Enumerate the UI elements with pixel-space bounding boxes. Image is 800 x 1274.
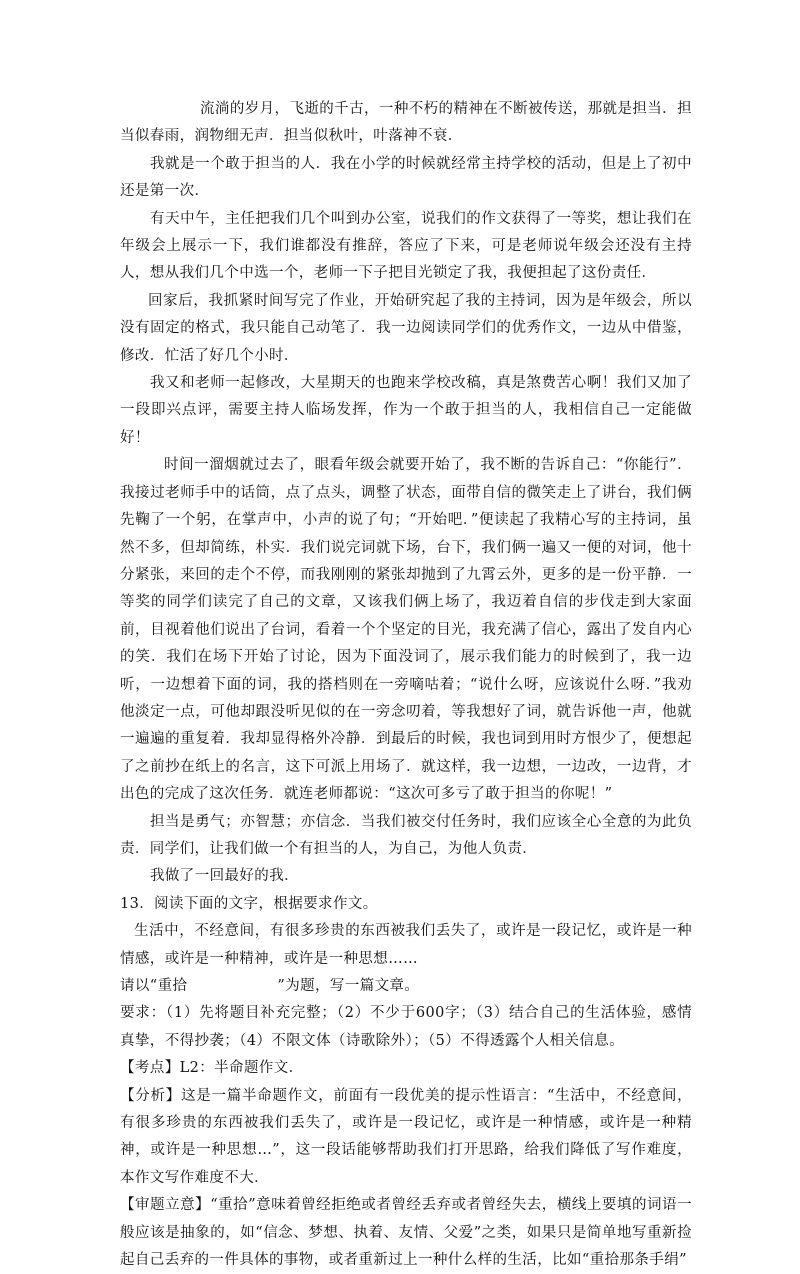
question-title-line [120, 973, 692, 1000]
essay-paragraph-3: 有天中午，主任把我们几个叫到办公室，说我们的作文获得了一等奖，想让我们在年级会上展示一下，我们谁都没有推辞，答应了下来，可是老师说年级会还没有主持人，想从我们几个中选一个，老师一下子把目光锁定了我，我便担起了这份责任． [120, 210, 692, 282]
essay-paragraph-4: 回家后，我抓紧时间写完了作业，开始研究起了我的主持词，因为是年级会，所以没有固定的格式，我只能自己动笔了．我一边阅读同学们的优秀作文，一边从中借鉴，修改．忙活了好几个小时． [120, 292, 692, 364]
essay-paragraph-1: 流淌的岁月，飞逝的千古，一种不朽的精神在不断被传送，那就是担当．担当似春雨，润物细无声．担当似秋叶，叶落神不衰． [120, 101, 692, 145]
essay-paragraph-5: 我又和老师一起修改，大星期天的也跑来学校改稿，真是煞费苦心啊！我们又加了一段即兴点评，需要主持人临场发挥，作为一个敢于担当的人，我相信自己一定能做好！ [120, 375, 692, 446]
title-suffix: ”为题，写一篇文章。 [277, 978, 420, 994]
essay-paragraph-6: 时间一溜烟就过去了，眼看年级会就要开始了，我不断的告诉自己：“你能行”．我接过老师手中的话筒，点了点头，调整了状态，面带自信的微笑走上了讲台，我们俩先鞠了一个躬，在掌声中，小声的说了句；“开始吧．”便读起了我精心写的主持词，虽然不多，但却简练，朴实．我们说完词就下场，台下，我们俩一遍又一便的对词，他十分紧张，来回的走个不停，而我刚刚的紧张却抛到了九霄云外，更多的是一份平静．一等奖的同学们读完了自己的文章，又该我们俩上场了，我迈着自信的步伐走到大家面前，目视着他们说出了台词，看着一个个坚定的目光，我充满了信心，露出了发自内心的笑．我们在场下开始了讨论，因为下面没词了，展示我们能力的时候到了，我一边听，一边想着下面的词，我的搭档则在一旁嘀咕着；“说什么呀，应该说什么呀．”我劝他淡定一点，可他却跟没听见似的在一旁念叨着，等我想好了词，就告诉他一声，他就一遍遍的重复着．我却显得格外冷静．到最后的时候，我也词到用时方恨少了，便想起了之前抄在纸上的名言，这下可派上用场了．就这样，我一边想，一边改，一边背，才出色的完成了这次任务．就连老师都说：“这次可多亏了敢于担当的你呢！” [120, 457, 692, 803]
essay-paragraph-2: 我就是一个敢于担当的人．我在小学的时候就经常主持学校的活动，但是上了初中还是第一次． [120, 155, 692, 200]
question-prompt: 生活中，不经意间，有很多珍贵的东西被我们丢失了，或许是一段记忆，或许是一种情感，或许是一种精神，或许是一种思想…… [120, 923, 692, 967]
essay-paragraph-8: 我做了一回最好的我． [150, 868, 299, 885]
question-requirements: 要求：（1）先将题目补充完整；（2）不少于600字；（3）结合自己的生活体验，感情真挚，不得抄袭；（4）不限文体（诗歌除外）；（5）不得透露个人相关信息。 [120, 1005, 692, 1049]
analysis-shenti: 【审题立意】“重拾”意味着曾经拒绝或者曾经丢弃或者曾经失去，横线上要填的词语一般应该是抽象的，如“信念、梦想、执着、友情、父爱”之类，如果只是简单地写重新捡起自己丢弃的一件具体的事物，或者重新过上一种什么样的生活，比如“重拾那条手绢” [120, 1197, 692, 1269]
question-heading: 13．阅读下面的文字，根据要求作文。 [120, 895, 378, 912]
essay-paragraph-7: 担当是勇气；亦智慧；亦信念．当我们被交付任务时，我们应该全心全意的为此负责．同学们，让我们做一个有担当的人，为自己，为他人负责． [120, 813, 692, 857]
title-prefix: 请以“重拾 [120, 978, 188, 994]
analysis-fenxi: 【分析】这是一篇半命题作文，前面有一段优美的提示性语言：“生活中，不经意间，有很多珍贵的东西被我们丢失了，或许是一段记忆，或许是一种情感，或许是一种精神，或许是一种思想…”，这一段话能够帮助我们打开思路，给我们降低了写作难度，本作文写作难度不大． [120, 1087, 692, 1186]
analysis-kaodian: 【考点】L2：半命题作文． [120, 1060, 304, 1077]
